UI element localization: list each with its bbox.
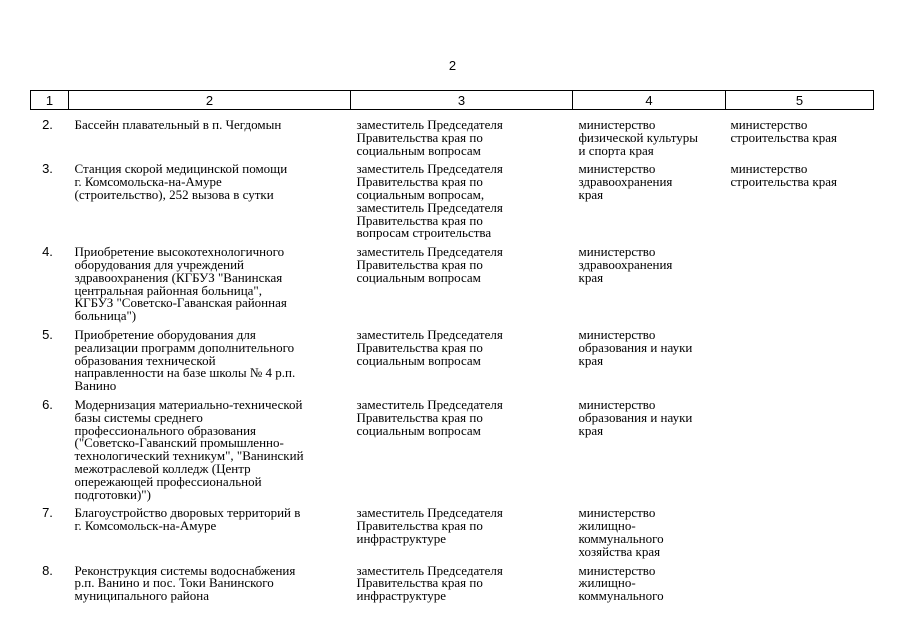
table-row bbox=[31, 110, 874, 158]
responsible-ministry: министерство физической культуры и спорта края bbox=[578, 117, 698, 158]
customer-ministry: министерство строительства края bbox=[730, 161, 837, 190]
column-header-3: 3 bbox=[351, 91, 573, 110]
table-header bbox=[31, 91, 874, 110]
row-number: 5. bbox=[42, 326, 53, 342]
responsible-ministry: министерство жилищно- коммунального хозяйства края bbox=[578, 505, 664, 559]
responsible-ministry: министерство здравоохранения края bbox=[578, 244, 673, 285]
row-number: 3. bbox=[42, 161, 53, 177]
responsible-official: заместитель Председателя Правительства края по инфраструктуре bbox=[356, 562, 503, 604]
row-number: 2. bbox=[42, 117, 53, 132]
object-name: Приобретение оборудования для реализации программ дополнительного образования технической направленности на базе школы № 4 р.п. Ванино bbox=[74, 326, 296, 394]
responsible-official: заместитель Председателя Правительства края по социальным вопросам bbox=[356, 396, 503, 438]
object-name: Реконструкция системы водоснабжения р.п. Ванино и пос. Токи Ванинского муниципального района bbox=[74, 562, 296, 604]
table-row bbox=[31, 240, 874, 323]
object-name: Станция скорой медицинской помощи г. Комсомольска-на-Амуре (строительство), 252 вызова в сутки bbox=[74, 161, 288, 202]
customer-ministry bbox=[726, 393, 874, 501]
row-number: 8. bbox=[42, 562, 53, 578]
table-row bbox=[31, 559, 874, 603]
column-header-4: 4 bbox=[573, 91, 726, 110]
responsible-ministry: министерство образования и науки края bbox=[578, 326, 693, 368]
responsible-official: заместитель Председателя Правительства края по социальным вопросам bbox=[356, 326, 503, 368]
row-number: 6. bbox=[42, 396, 53, 412]
object-name: Модернизация материально-технической базы системы среднего профессионального образования ("Советско-Гаванский промышленно- технологический техникум", "Ванинский межотраслевой колледж (Центр опережающей профессиональной подготовки)") bbox=[74, 396, 304, 502]
customer-ministry bbox=[726, 559, 874, 603]
object-name: Благоустройство дворовых территорий в г. Комсомольск-на-Амуре bbox=[74, 505, 301, 534]
responsible-ministry: министерство образования и науки края bbox=[578, 396, 693, 438]
row-number: 7. bbox=[42, 505, 53, 521]
responsible-official: заместитель Председателя Правительства края по инфраструктуре bbox=[356, 505, 503, 546]
customer-ministry bbox=[726, 240, 874, 323]
table-body bbox=[31, 110, 874, 603]
object-name: Приобретение высокотехнологичного оборудования для учреждений здравоохранения (КГБУЗ "Ванинская центральная районная больница", КГБУЗ "Советско-Гаванская районная больница") bbox=[74, 244, 287, 324]
customer-ministry: министерство строительства края bbox=[730, 117, 837, 145]
responsible-official: заместитель Председателя Правительства края по социальным вопросам bbox=[356, 117, 503, 158]
column-header-5: 5 bbox=[726, 91, 874, 110]
row-number: 4. bbox=[42, 244, 53, 260]
table-row bbox=[31, 393, 874, 501]
responsible-ministry: министерство здравоохранения края bbox=[578, 161, 673, 202]
column-header-1: 1 bbox=[31, 91, 69, 110]
page-number: 2 bbox=[448, 58, 457, 73]
customer-ministry bbox=[726, 501, 874, 558]
table-row bbox=[31, 501, 874, 558]
responsible-official: заместитель Председателя Правительства края по социальным вопросам bbox=[356, 244, 503, 285]
responsible-official: заместитель Председателя Правительства края по социальным вопросам, заместитель Председателя Правительства края по вопросам строительства bbox=[356, 161, 503, 241]
plan-table bbox=[30, 90, 874, 603]
object-name: Бассейн плавательный в п. Чегдомын bbox=[74, 117, 282, 132]
customer-ministry bbox=[726, 323, 874, 393]
responsible-ministry: министерство жилищно- коммунального bbox=[578, 562, 664, 604]
header-row bbox=[31, 91, 874, 110]
column-header-2: 2 bbox=[69, 91, 351, 110]
table-row bbox=[31, 323, 874, 393]
table-row bbox=[31, 157, 874, 240]
